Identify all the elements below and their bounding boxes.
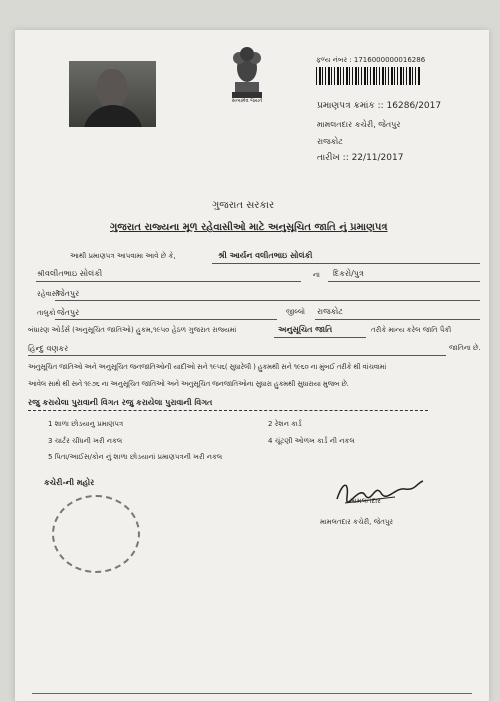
signature-text: મામલતદાર: [350, 497, 381, 505]
barcode-id: ફળ્ય નંબર : 1716000000016286: [316, 56, 426, 64]
proof-item-1: 1 શાળા છોડયાનુ પ્રમાણપત્ર: [48, 420, 124, 428]
resident-label: રહેવાસી: [37, 290, 60, 298]
government-title: ગુજરાત સરકાર: [212, 200, 275, 211]
proofs-heading: રજુ કરાયેલા પુરાવાની વિગત રજુ કરાયેલા પુરાવાની વિગત: [28, 398, 213, 407]
father-name-line: [36, 281, 301, 282]
taluka-value: જેતપુર: [57, 308, 80, 317]
taluka-label: તાલુકો: [37, 309, 56, 317]
order-text: બંધારણ ઓર્ડર્સ (અનુસૂચિત જાતિઓ) હુકમ,૧૯૫૦ હેઠળ ગુજરાત રાજ્યમાં: [28, 326, 237, 334]
certificate-number: પ્રમાણપત્ર ક્રમાંક :: 16286/2017: [317, 101, 442, 111]
caste-suffix: જાતિના છે.: [449, 344, 481, 352]
prefix-shri: શ્રી: [37, 270, 45, 278]
applicant-photo: [69, 61, 156, 127]
applicant-name: શ્રી આર્યન વલીતભાઇ સોલંકી: [218, 251, 313, 260]
issue-date: તારીખ :: 22/11/2017: [317, 153, 404, 163]
caste-name-line: [28, 355, 446, 356]
proof-item-2: 2 રેશન કાર્ડ: [268, 420, 302, 428]
proofs-divider: [28, 410, 428, 411]
resident-value: જેતપુર: [57, 289, 80, 298]
taluka-line: [55, 319, 277, 320]
paragraph-line-1: અનુસૂચિત જાતિઓ અને અનુસૂચિત જનજાતિઓની યાદીઓ સને ૧૯૫૬( સુધારેલી ) હુકમથી સને ૧૯૬૦ ના મુંબઈ તરીકે થી વાંચવામાં: [28, 363, 387, 371]
barcode: [316, 67, 420, 85]
relation-label: ના: [313, 271, 320, 279]
relation-line: [328, 281, 480, 282]
emblem-caption: સત્યમેવ જયતે: [231, 98, 263, 104]
district-label: જીલ્લો: [286, 308, 305, 316]
caste-category-line: [274, 337, 366, 338]
relation-value: દિકરો/પુત્ર: [333, 269, 364, 278]
proof-item-4: 4 ચૂંટણી ઓળખ કાર્ડ ની નકલ: [268, 437, 355, 445]
proof-item-3: 3 ચાર્ટર ચીંધની ખરી નકલ: [48, 437, 123, 445]
father-name: વલીતભાઇ સોલંકી: [45, 269, 103, 278]
resident-line: [55, 300, 480, 301]
office-name: મામલતદાર કચેરી, જેતપુર: [317, 120, 401, 129]
state-emblem-icon: [226, 42, 268, 104]
signatory-office: મામલતદાર કચેરી, જેતપુર: [320, 518, 394, 526]
issued-to-label: આથી પ્રમાણપત્ર આપવામા આવે છે કે,: [70, 252, 176, 260]
office-seal-stamp: [52, 495, 140, 573]
office-district: રાજકોટ: [317, 137, 343, 146]
proof-item-5: 5 પિતા/આઈસ/કોન નું શાળા છોડયાનાં પ્રમાણપત્રની ખરી નકલ: [48, 453, 223, 461]
district-value: રાજકોટ: [317, 307, 343, 316]
office-seal-label: કચેરી-ની મહોર: [44, 478, 95, 487]
recognized-text: તરીકે માન્ય કરેલ જાતિ પૈકી: [371, 326, 452, 334]
caste-category: અનુસૂચિત જાતિ: [278, 325, 333, 334]
caste-name: હિન્દુ વણકર: [28, 344, 69, 353]
district-line: [315, 319, 480, 320]
paragraph-line-2: આવેલ સાથે થી સને ૧૯૭૬ ના અનુસૂચિત જાતિઓ અને અનુસૂચિત જનજાતિઓના સુધારા હુકમથી સુધારાયા મુજબ છે.: [28, 380, 349, 388]
certificate-title: ગુજરાત રાજ્યના મૂળ રહેવાસીઓ માટે અનુસૂચિત જાતિ નું પ્રમાણપત્ર: [110, 222, 388, 233]
applicant-name-line: [212, 263, 480, 264]
